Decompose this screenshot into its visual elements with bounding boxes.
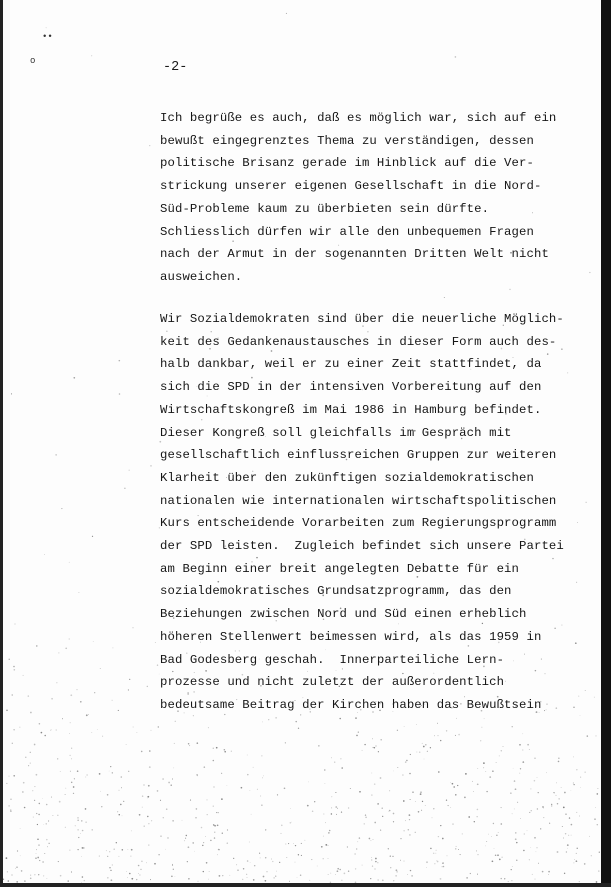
text-line: gesellschaftlich einflussreichen Gruppen zur weiteren [160, 448, 557, 463]
text-line: Schliesslich dürfen wir alle den unbequemen Fragen [160, 224, 534, 239]
text-line: halb dankbar, weil er zu einer Zeit stattfindet, da [160, 357, 542, 372]
text-line: prozesse und nicht zuletzt der außerordentlich [160, 675, 505, 690]
text-line: Klarheit über den zukünftigen sozialdemokratischen [160, 470, 534, 485]
scan-edge-bottom [0, 883, 611, 887]
text-line: bewußt eingegrenztes Thema zu verständigen, dessen [160, 133, 534, 148]
text-line: politische Brisanz gerade im Hinblick auf die Ver- [160, 156, 534, 171]
text-line: bedeutsame Beitrag der Kirchen haben das Bewußtsein [160, 697, 542, 712]
scan-edge-left [0, 0, 3, 887]
text-line: am Beginn einer breit angelegten Debatte für ein [160, 561, 520, 576]
text-line: Dieser Kongreß soll gleichfalls im Gespräch mit [160, 425, 512, 440]
text-line: höheren Stellenwert beimessen wird, als das 1959 in [160, 629, 542, 644]
text-line: Beziehungen zwischen Nord und Süd einen erheblich [160, 607, 527, 622]
text-line: sich die SPD in der intensiven Vorbereitung auf den [160, 380, 542, 395]
page-number: -2- [163, 60, 188, 75]
text-line: sozialdemokratisches Grundsatzprogramm, das den [160, 584, 512, 599]
text-line: ausweichen. [160, 269, 243, 284]
text-line: strickung unserer eigenen Gesellschaft in die Nord- [160, 179, 542, 194]
text-line: nach der Armut in der sogenannten Dritten Welt nicht [160, 247, 549, 262]
text-line: Kurs entscheidende Vorarbeiten zum Regierungsprogramm [160, 516, 557, 531]
text-line: Süd-Probleme kaum zu überbieten sein dürfte. [160, 201, 490, 216]
text-line: der SPD leisten. Zugleich befindet sich unsere Partei [160, 539, 564, 554]
text-line: Ich begrüße es auch, daß es möglich war, sich auf ein [160, 111, 557, 125]
text-line: Wir Sozialdemokraten sind über die neuerliche Möglich- [160, 312, 564, 326]
paragraph-1 [160, 107, 560, 289]
text-line: Bad Godesberg geschah. Innerparteiliche Lern- [160, 652, 505, 667]
paragraph-2 [160, 308, 564, 717]
text-line: nationalen wie internationalen wirtschaftspolitischen [160, 493, 557, 508]
corner-mark-top: •• [42, 32, 53, 42]
text-line: Wirtschaftskongreß im Mai 1986 in Hamburg befindet. [160, 402, 542, 417]
corner-mark-left: o [30, 56, 36, 66]
scan-edge-right [601, 0, 611, 887]
text-line: keit des Gedankenaustausches in dieser Form auch des- [160, 334, 557, 349]
